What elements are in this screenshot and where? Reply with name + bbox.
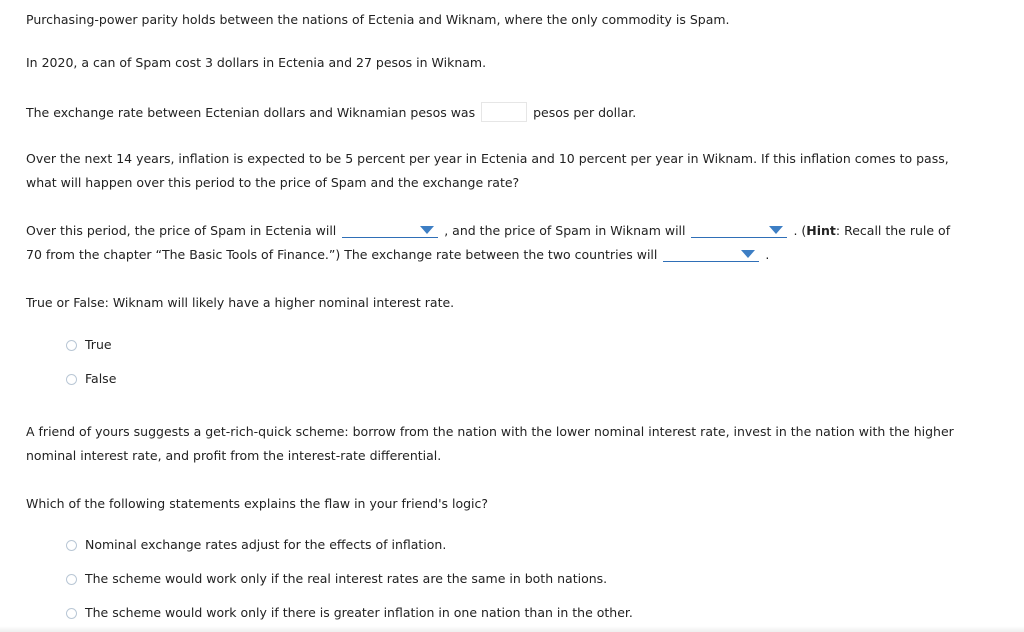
- period-text-1: Over this period, the price of Spam in Ectenia will: [26, 223, 337, 238]
- q2-option-3[interactable]: [66, 605, 633, 620]
- q1-option-false[interactable]: [66, 371, 116, 386]
- q1-prompt: True or False: Wiknam will likely have a higher nominal interest rate.: [26, 295, 455, 310]
- radio-button[interactable]: [66, 374, 77, 385]
- wiknam-price-dropdown[interactable]: [691, 223, 787, 238]
- period-text-6: .: [765, 247, 770, 262]
- q2-prompt: Which of the following statements explains the flaw in your friend's logic?: [26, 496, 489, 511]
- ectenia-price-dropdown[interactable]: [342, 223, 438, 238]
- period-text-5: 70 from the chapter “The Basic Tools of Finance.”) The exchange rate between the two countries will: [26, 247, 658, 262]
- radio-button[interactable]: [66, 540, 77, 551]
- exchange-rate-input[interactable]: [481, 102, 527, 122]
- exchange-rate-sentence: [26, 102, 636, 122]
- q2-option-1[interactable]: [66, 537, 446, 552]
- q2-option-2[interactable]: [66, 571, 607, 586]
- option-label: Nominal exchange rates adjust for the effects of inflation.: [85, 537, 447, 552]
- chevron-down-icon: [769, 226, 783, 234]
- period-sentence-line1: [26, 223, 950, 238]
- exchange-suffix: pesos per dollar.: [533, 105, 637, 120]
- prices-text: In 2020, a can of Spam cost 3 dollars in Ectenia and 27 pesos in Wiknam.: [26, 55, 487, 70]
- period-text-3: . (: [793, 223, 807, 238]
- option-label: True: [85, 337, 112, 352]
- exchange-rate-dropdown[interactable]: [663, 247, 759, 262]
- inflation-text-line1: Over the next 14 years, inflation is expected to be 5 percent per year in Ectenia and 10 percent per year in Wiknam. If this inflation comes to pass,: [26, 151, 949, 166]
- page-bottom-edge: [0, 626, 1024, 632]
- option-label: The scheme would work only if the real interest rates are the same in both nations.: [85, 571, 608, 586]
- period-sentence-line2: [26, 247, 769, 262]
- friend-text-line1: A friend of yours suggests a get-rich-quick scheme: borrow from the nation with the lower nominal interest rate, invest in the nation with the higher: [26, 424, 954, 439]
- exchange-prefix: The exchange rate between Ectenian dollars and Wiknamian pesos was: [26, 105, 476, 120]
- period-text-4: : Recall the rule of: [835, 223, 951, 238]
- inflation-text-line2: what will happen over this period to the price of Spam and the exchange rate?: [26, 175, 520, 190]
- radio-button[interactable]: [66, 340, 77, 351]
- chevron-down-icon: [741, 250, 755, 258]
- q1-option-true[interactable]: [66, 337, 112, 352]
- period-text-2: , and the price of Spam in Wiknam will: [444, 223, 686, 238]
- option-label: False: [85, 371, 117, 386]
- radio-button[interactable]: [66, 574, 77, 585]
- hint-label: Hint: [806, 223, 836, 238]
- radio-button[interactable]: [66, 608, 77, 619]
- chevron-down-icon: [420, 226, 434, 234]
- friend-text-line2: nominal interest rate, and profit from the interest-rate differential.: [26, 448, 442, 463]
- option-label: The scheme would work only if there is greater inflation in one nation than in the other.: [85, 605, 633, 620]
- intro-text: Purchasing-power parity holds between the nations of Ectenia and Wiknam, where the only commodity is Spam.: [26, 12, 730, 27]
